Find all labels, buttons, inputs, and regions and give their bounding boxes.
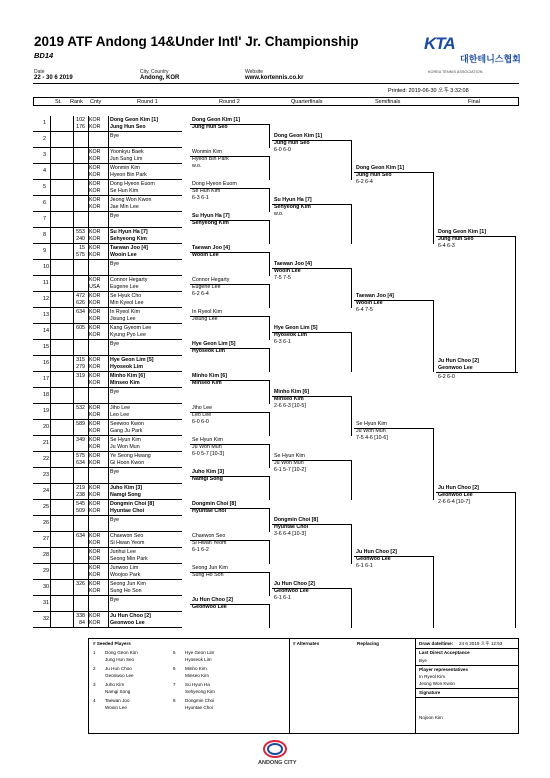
player-name[interactable]: Chaewon Seo [110,533,144,539]
winner-partner[interactable]: Ju Won Mun [274,460,304,466]
rank-values: 315 279 [76,357,85,370]
player-name[interactable]: Bye [110,389,120,395]
player-reps-label: Player representatives [419,667,469,672]
draw-position-number: 15 [43,344,50,350]
country-values: KOR KOR [89,437,101,450]
partner-name[interactable]: Jisung Lee [110,316,136,322]
player-name[interactable]: Bye [110,133,120,139]
player-name[interactable]: Dong Hyeon Euom [110,181,155,187]
winner-partner[interactable]: Minseo Kim [274,396,304,402]
country-values: KOR KOR [89,613,101,626]
player-name[interactable]: Su Hyun Ha [7] [110,229,148,235]
draw-position-number: 25 [43,504,50,510]
partner-name[interactable]: Woojoo Park [110,572,141,578]
date-label: Date [34,69,45,75]
winner-partner[interactable]: Minseo Kim [192,380,222,386]
rank-values: 102 176 [76,117,85,130]
winner-name[interactable]: Ju Hun Choo [2] [438,485,479,491]
player-name[interactable]: Wonmin Kim [110,165,140,171]
match-score: 7-5 4-6 [10-6] [356,435,388,441]
country-values: KOR KOR [89,485,101,498]
partner-name[interactable]: Namgi Song [110,492,141,498]
match-score: 6-1 6-2 [192,547,209,553]
draw-date-value: 24 6 2019 오후 12:53 [459,641,503,646]
match-score: 6-1 5-7 [10-2] [274,467,306,473]
player-name[interactable]: Seewoo Kwon [110,421,144,427]
winner-partner[interactable]: Sehyeong Kim [274,204,311,210]
rank-values: 575 634 [76,453,85,466]
match-score: 6-2 6-4 [356,179,373,185]
header-divider [33,83,519,84]
winner-name[interactable]: Dongmin Choi [8] [274,517,319,523]
winner-partner[interactable]: Jung Hun Seo [356,172,392,178]
draw-position-number: 6 [43,200,47,206]
partner-name[interactable]: Jae Min Lee [110,204,139,210]
match-score: 6-3 6-1 [274,339,291,345]
lda-value: Bye [419,658,427,663]
col-rank: Rank [70,99,83,105]
winner-partner[interactable]: Leo Lee [192,412,212,418]
winner-partner[interactable]: Si Hwan Yeom [192,540,227,546]
partner-name[interactable]: Jun Sung Lim [110,156,143,162]
seed-number: 2 [93,666,96,671]
col-quarterfinals: Quarterfinals [291,99,323,105]
player-name[interactable]: Se Hyun Kim [110,437,141,443]
match-final[interactable] [436,236,516,372]
seed-number: 6 [173,666,176,671]
partner-name[interactable]: Ju Won Mun [110,444,140,450]
replacing-title: Replacing [357,641,379,646]
country-values: KOR KOR [89,149,101,162]
country-values: KOR KOR [89,421,101,434]
seed-player-name: Dongmin Choi [185,698,215,703]
player-name[interactable]: Taewan Joo [4] [110,245,148,251]
match-score: 6-1 6-1 [356,563,373,569]
player-name[interactable]: Junwoo Lim [110,565,139,571]
winner-name[interactable]: Dongmin Choi [8] [192,501,237,507]
winner-name[interactable]: Dong Hyeon Euom [192,181,237,187]
draw-position-number: 11 [43,280,49,286]
match-score: 6-0 5-7 [10-3] [192,451,224,457]
draw-position-number: 21 [43,440,50,446]
partner-name[interactable]: Eugene Lee [110,284,139,290]
winner-name[interactable]: Dong Geon Kim [1] [356,165,404,171]
winner-name[interactable]: Taewan Joo [4] [356,293,394,299]
champion-name[interactable]: Ju Hun Choo [2] [438,358,479,364]
seed-number: 7 [173,682,176,687]
footer-rule [415,697,519,698]
match-score: w.o. [274,211,284,217]
winner-partner[interactable]: Ju Won Mun [192,444,222,450]
rank-values: 553 240 [76,229,85,242]
player-name[interactable]: Junhui Lee [110,549,136,555]
country-values: KOR KOR [89,533,101,546]
draw-position-number: 16 [43,360,50,366]
winner-partner[interactable]: Jung Hun Seo [192,124,228,130]
winner-name[interactable]: Taewan Joo [4] [192,245,230,251]
winner-name[interactable]: In Ryeol Kim [192,309,223,315]
winner-partner[interactable]: Hyuntae Choi [274,524,309,530]
city-value: Andong, KOR [140,75,180,81]
draw-position-number: 28 [43,552,50,558]
draw-position-number: 14 [43,328,50,334]
country-values: KOR USA [89,277,101,290]
seed-number: 8 [173,698,176,703]
draw-position-number: 29 [43,568,50,574]
col-st: St. [55,99,62,105]
draw-position-number: 24 [43,488,50,494]
partner-name[interactable]: Hyoseok Lim [110,364,143,370]
alternates-title: # Alternates [293,641,320,646]
player-name[interactable]: Bye [110,597,120,603]
seed-number: 3 [93,682,96,687]
winner-name[interactable]: Su Hyun Ha [7] [274,197,312,203]
country-values: KOR KOR [89,453,101,466]
winner-partner[interactable]: Hyoseok Lim [274,332,307,338]
winner-name[interactable]: Chaewon Seo [192,533,226,539]
draw-position-number: 12 [43,296,50,302]
winner-name[interactable]: Ju Hun Choo [2] [356,549,397,555]
partner-name[interactable]: Se Hun Kim [110,188,139,194]
country-values: KOR KOR [89,309,101,322]
match-score: 6-0 6-0 [274,147,291,153]
seed-number: 1 [93,650,96,655]
draw-position-number: 26 [43,520,50,526]
country-values: KOR KOR [89,501,101,514]
country-values: KOR KOR [89,581,101,594]
signature-label: Signature [419,690,441,695]
country-values: KOR KOR [89,373,101,386]
match-score: 7-5 7-5 [274,275,291,281]
col-round2: Round 2 [219,99,240,105]
footer-rule [415,665,519,666]
winner-name[interactable]: Minho Kim [6] [192,373,228,379]
player-name[interactable]: In Ryeol Kim [110,309,141,315]
player-name[interactable]: Ju Hun Choo [2] [110,613,151,619]
andong-city-logo [238,740,318,770]
winner-name[interactable]: Connor Hegarty [192,277,230,283]
partner-name[interactable]: Hyeon Bin Park [110,172,147,178]
draw-position-number: 30 [43,584,50,590]
rank-values: 15 575 [76,245,85,258]
match-score: 6-1 6-1 [274,595,291,601]
partner-name[interactable]: Geonwoo Lee [110,620,145,626]
lda-label: Last Direct Acceptance [419,650,470,655]
winner-partner[interactable]: Sehyeong Kim [192,220,229,226]
seed-partner-name: Wooin Lee [105,705,127,710]
seed-partner-name: Sehyeong Kim [185,689,215,694]
seed-partner-name: Minseo Kim [185,673,209,678]
winner-partner[interactable]: Wooin Lee [192,252,219,258]
country-values: KOR KOR [89,181,101,194]
final-score: 6-2 6-0 [438,374,455,380]
winner-name[interactable]: Se Hyun Kim [274,453,305,459]
draw-position-number: 13 [43,312,50,318]
match-score: 6-4 7-5 [356,307,373,313]
player-name[interactable]: Yoonkyu Baek [110,149,144,155]
winner-partner[interactable]: Wooin Lee [274,268,301,274]
winner-name[interactable]: Ju Hun Choo [2] [192,597,233,603]
rank-values: 326 [76,581,85,587]
seed-player-name: Juho Kim [105,682,125,687]
draw-position-number: 7 [43,216,47,222]
draw-position-number: 32 [43,616,50,622]
draw-column-divider [50,116,51,628]
draw-position-number: 4 [43,168,47,174]
website-value[interactable]: www.kortennis.co.kr [245,75,304,81]
winner-partner[interactable]: Jung Hun Seo [438,236,474,242]
footer-divider [289,639,290,734]
rank-values: 545 509 [76,501,85,514]
player-name[interactable]: Jiho Lee [110,405,131,411]
winner-name[interactable]: Dong Geon Kim [1] [438,229,486,235]
player-name[interactable]: Minho Kim [6] [110,373,146,379]
draw-position-number: 23 [43,472,50,478]
partner-name[interactable]: Sehyeong Kim [110,236,147,242]
final-result-line [436,372,518,373]
winner-partner[interactable]: Geonwoo Lee [438,492,473,498]
kta-logo-korean: 대한테니스협회 [460,54,521,64]
winner-partner[interactable]: Geonwoo Lee [192,604,227,610]
match-final[interactable] [436,492,516,628]
winner-name[interactable]: Hye Geon Lim [5] [274,325,318,331]
winner-partner[interactable]: Jisung Lee [192,316,218,322]
rank-values: 472 626 [76,293,85,306]
seed-player-name: Minho Kim [185,666,207,671]
country-values: KOR KOR [89,197,101,210]
winner-partner[interactable]: Se Hun Kim [192,188,221,194]
country-values: KOR KOR [89,325,101,338]
player-name[interactable]: Jeong Won Kwon [110,197,152,203]
winner-name[interactable]: Minho Kim [6] [274,389,310,395]
player-name[interactable]: Bye [110,261,120,267]
partner-name[interactable]: Jung Hun Seo [110,124,146,130]
country-values: KOR KOR [89,165,101,178]
champion-partner[interactable]: Geonwoo Lee [438,365,473,371]
partner-name[interactable]: Seong Min Park [110,556,148,562]
player-name[interactable]: Juho Kim [3] [110,485,143,491]
col-final: Final [468,99,480,105]
winner-name[interactable]: Dong Geon Kim [1] [274,133,322,139]
winner-partner[interactable]: Sung Ho Son [192,572,224,578]
match-score: 6-4 6-3 [438,243,455,249]
player-rep-1: In Ryeol Kim [419,674,446,679]
country-values: KOR KOR [89,229,101,242]
winner-partner[interactable]: Namgi Song [192,476,223,482]
player-name[interactable]: Seong Jun Kim [110,581,146,587]
col-round1: Round 1 [137,99,158,105]
partner-name[interactable]: Kyung Pyo Lee [110,332,146,338]
player-name[interactable]: Dong Geon Kim [1] [110,117,158,123]
rank-values: 219 238 [76,485,85,498]
draw-position-number: 27 [43,536,50,542]
partner-name[interactable]: Sung Ho Son [110,588,142,594]
draw-position-number: 1 [43,120,47,126]
winner-partner[interactable]: Wooin Lee [356,300,383,306]
winner-partner[interactable]: Hyuntae Choi [192,508,227,514]
winner-partner[interactable]: Hyeon Bin Park [192,156,229,162]
partner-name[interactable]: Hyuntae Choi [110,508,145,514]
draw-column-divider [73,116,74,628]
match-score: 2-6 6-4 [10-7] [438,499,470,505]
seeded-players-title: # Seeded Players [93,641,131,646]
winner-name[interactable]: Dong Geon Kim [1] [192,117,240,123]
column-header-bar [33,97,519,106]
page-title: 2019 ATF Andong 14&Under Intl' Jr. Championship [34,34,359,49]
seed-partner-name: Hyuntae Choi [185,705,213,710]
player-name[interactable]: Se Hyuk Cho [110,293,142,299]
country-values: KOR KOR [89,293,101,306]
winner-partner[interactable]: Hyoseok Lim [192,348,225,354]
winner-name[interactable]: Su Hyun Ha [7] [192,213,230,219]
draw-column-divider [108,116,109,628]
draw-position-number: 8 [43,232,47,238]
country-values: KOR KOR [89,405,101,418]
draw-position-number: 10 [43,264,50,270]
kta-logo-mark: KTA [424,34,455,53]
draw-position-number: 19 [43,408,50,414]
country-values: KOR KOR [89,549,101,562]
country-values: KOR KOR [89,117,101,130]
signature-value: Nojoon Kim [419,715,443,720]
rank-values: 634 [76,533,85,539]
draw-date-label: Draw date/time: [419,641,454,646]
match-score: 6-0 6-0 [192,419,209,425]
player-name[interactable]: Bye [110,469,120,475]
seed-player-name: Su Hyun Ha [185,682,210,687]
rank-values: 605 [76,325,85,331]
winner-partner[interactable]: Jung Hun Seo [274,140,310,146]
player-name[interactable]: Bye [110,341,120,347]
winner-name[interactable]: Jiho Lee [192,405,213,411]
partner-name[interactable]: Gang Ju Park [110,428,143,434]
player-name[interactable]: Dongmin Choi [8] [110,501,155,507]
draw-position-number: 5 [43,184,47,190]
draw-position-number: 22 [43,456,50,462]
player-name[interactable]: Ye Seong Hwang [110,453,151,459]
winner-partner[interactable]: Geonwoo Lee [356,556,391,562]
seed-player-name: Taewan Joo [105,698,130,703]
rank-values: 319 [76,373,85,379]
draw-position-number: 20 [43,424,50,430]
seed-partner-name: Jung Hun Seo [105,657,135,662]
event-code: BD14 [34,51,54,60]
winner-partner[interactable]: Geonwoo Lee [274,588,309,594]
partner-name[interactable]: Min Kyeol Lee [110,300,144,306]
draw-position-number: 3 [43,152,47,158]
winner-name[interactable]: Juho Kim [3] [192,469,225,475]
seed-player-name: Hye Geon Lim [185,650,215,655]
winner-partner[interactable]: Ju Won Mun [356,428,386,434]
footer-rule [415,688,519,689]
match-score: 3-6 6-4 [10-3] [274,531,306,537]
draw-footer [88,638,519,734]
kta-logo-english: KOREA TENNIS ASSOCIATION [428,70,483,74]
seed-player-name: Dong Geon Kim [105,650,138,655]
seed-partner-name: Hyoseok Lim [185,657,212,662]
footer-divider-2 [415,639,416,734]
player-rep-2: Jeong Won Kwon [419,681,455,686]
partner-name[interactable]: Gi Hoon Kwon [110,460,145,466]
draw-position-number: 31 [43,600,50,606]
player-name[interactable]: Kang Gyeom Lee [110,325,152,331]
rank-values: 634 [76,309,85,315]
rank-values: 532 [76,405,85,411]
city-label: City, Country [140,69,169,75]
kta-logo [424,34,522,78]
player-name[interactable]: Bye [110,213,120,219]
winner-name[interactable]: Wonmin Kim [192,149,222,155]
partner-name[interactable]: Wooin Lee [110,252,137,258]
website-label: Website [245,69,263,75]
seed-number: 5 [173,650,176,655]
winner-name[interactable]: Hye Geon Lim [5] [192,341,236,347]
printed-timestamp: Printed: 2019-06-30 오후 3:32:08 [388,88,469,94]
country-values: KOR KOR [89,245,101,258]
draw-column-divider [88,116,89,628]
partner-name[interactable]: Leo Lee [110,412,130,418]
country-values: KOR KOR [89,565,101,578]
winner-partner[interactable]: Eugene Lee [192,284,221,290]
footer-rule [415,648,519,649]
draw-position-number: 2 [43,136,47,142]
seed-partner-name: Geonwoo Lee [105,673,134,678]
date-value: 22 - 30 6 2019 [34,75,73,81]
rank-values: 349 [76,437,85,443]
match-score: w.o. [192,163,202,169]
seed-player-name: Ju Hun Choo [105,666,132,671]
seed-number: 4 [93,698,96,703]
col-semifinals: Semifinals [375,99,401,105]
draw-position-number: 18 [43,392,50,398]
winner-name[interactable]: Se Hyun Kim [192,437,223,443]
winner-name[interactable]: Ju Hun Choo [2] [274,581,315,587]
winner-name[interactable]: Seong Jun Kim [192,565,228,571]
player-name[interactable]: Connor Hegarty [110,277,148,283]
andong-logo-inner-ring-icon [267,743,283,755]
rank-values: 338 84 [76,613,85,626]
winner-name[interactable]: Taewan Joo [4] [274,261,312,267]
winner-name[interactable]: Se Hyun Kim [356,421,387,427]
match-score: 6-2 6-4 [192,291,209,297]
draw-position-number: 17 [43,376,50,382]
partner-name[interactable]: Minseo Kim [110,380,140,386]
player-name[interactable]: Hye Geon Lim [5] [110,357,154,363]
match-score: 2-6 6-3 [10-5] [274,403,306,409]
player-name[interactable]: Bye [110,517,120,523]
col-cnty: Cnty [90,99,102,105]
draw-position-number: 9 [43,248,47,254]
sponsor-name: ANDONG CITY [258,760,297,766]
partner-name[interactable]: Si Hwan Yeom [110,540,145,546]
seed-partner-name: Namgi Song [105,689,131,694]
match-score: 6-3 6-1 [192,195,209,201]
country-values: KOR KOR [89,357,101,370]
rank-values: 589 [76,421,85,427]
